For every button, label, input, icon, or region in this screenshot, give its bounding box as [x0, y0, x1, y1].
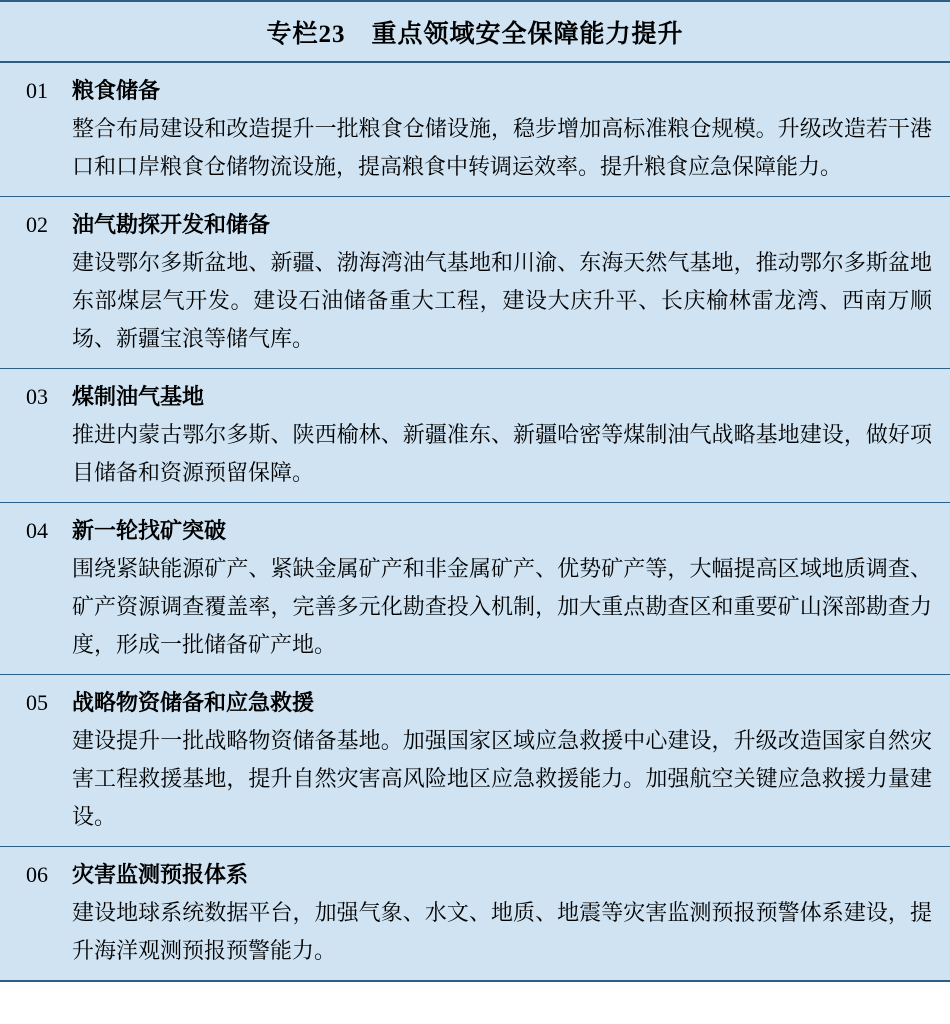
box-title [0, 2, 950, 63]
list-item-body: 建设地球系统数据平台，加强气象、水文、地质、地震等灾害监测预报预警体系建设，提升海洋观测预报预警能力。 [72, 900, 932, 963]
box-title-text: 重点领域安全保障能力提升 [371, 21, 684, 48]
list-item-title: 粮食储备 [72, 78, 161, 103]
list-item-content [72, 378, 932, 492]
list-item-body: 推进内蒙古鄂尔多斯、陕西榆林、新疆准东、新疆哈密等煤制油气战略基地建设，做好项目储备和资源预留保障。 [72, 422, 932, 485]
list-item-number: 05 [26, 690, 48, 715]
list-item-title: 灾害监测预报体系 [72, 862, 249, 887]
list-item-body: 围绕紧缺能源矿产、紧缺金属矿产和非金属矿产、优势矿产等，大幅提高区域地质调查、矿产资源调查覆盖率，完善多元化勘查投入机制，加大重点勘查区和重要矿山深部勘查力度，形成一批储备矿产地。 [72, 556, 932, 657]
list-item-number: 02 [26, 212, 48, 237]
list-item [0, 369, 950, 503]
list-item [0, 847, 950, 980]
list-item-number: 04 [26, 518, 48, 543]
box-title-number: 23 [318, 21, 346, 48]
list-item [0, 503, 950, 675]
list-item-content [72, 206, 932, 358]
list-item-body: 建设提升一批战略物资储备基地。加强国家区域应急救援中心建设，升级改造国家自然灾害工程救援基地，提升自然灾害高风险地区应急救援能力。加强航空关键应急救援力量建设。 [72, 728, 932, 829]
list-item [0, 675, 950, 847]
list-item-title: 新一轮找矿突破 [72, 518, 227, 543]
list-item-number: 03 [26, 384, 48, 409]
list-item-body: 建设鄂尔多斯盆地、新疆、渤海湾油气基地和川渝、东海天然气基地，推动鄂尔多斯盆地东部煤层气开发。建设石油储备重大工程，建设大庆升平、长庆榆林雷龙湾、西南万顺场、新疆宝浪等储气库。 [72, 250, 932, 351]
list-item-content [72, 684, 932, 836]
list-item-title: 战略物资储备和应急救援 [72, 690, 315, 715]
list-item-number: 01 [26, 78, 48, 103]
list-item-body: 整合布局建设和改造提升一批粮食仓储设施，稳步增加高标准粮仓规模。升级改造若干港口和口岸粮食仓储物流设施，提高粮食中转调运效率。提升粮食应急保障能力。 [72, 116, 932, 179]
list-item-content [72, 72, 932, 186]
box-title-prefix: 专栏 [266, 21, 319, 48]
list-item-content [72, 512, 932, 664]
list-item-content [72, 856, 932, 970]
list-item-title: 油气勘探开发和储备 [72, 212, 271, 237]
list-item-number: 06 [26, 862, 48, 887]
list-item [0, 197, 950, 369]
list-item-title: 煤制油气基地 [72, 384, 205, 409]
list-item [0, 63, 950, 197]
